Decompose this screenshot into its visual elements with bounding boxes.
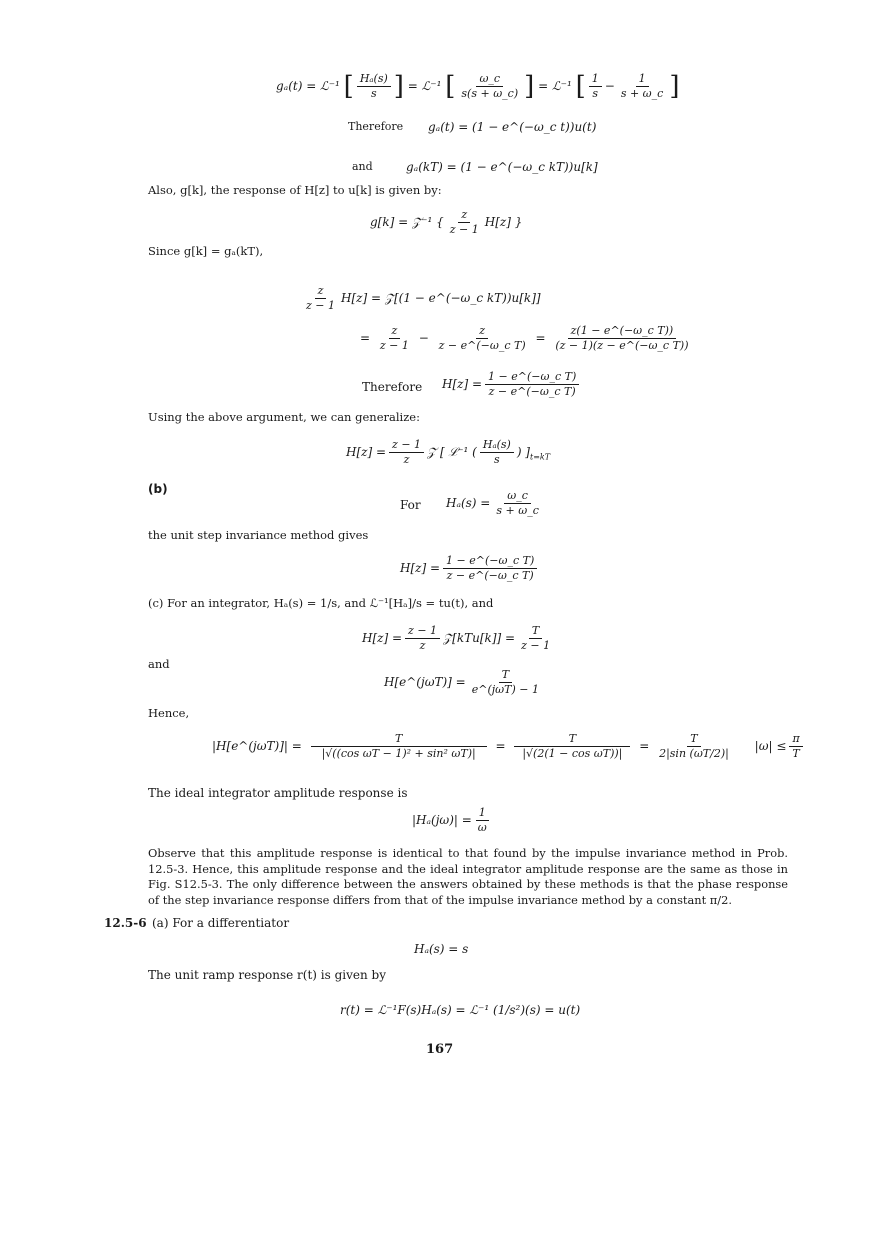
ideal-paragraph: The ideal integrator amplitude response is bbox=[148, 786, 408, 800]
equation-ha-lowpass: Hₐ(s) = $\frac{\omega\_c}{s + \omega\_c}$ bbox=[446, 489, 539, 517]
equation-z-transform: $\frac{z}{z - 1}$ H[z] = 𝒵[(1 − e^(−ω_c kT))u[k]] bbox=[306, 284, 541, 312]
equation-ga-kt: gₐ(kT) = (1 − e^(−ω_c kT))u[k] bbox=[406, 160, 598, 174]
part-c-paragraph: (c) For an integrator, Hₐ(s) = 1/s, and ℒ⁻¹[Hₐ]/s = tu(t), and bbox=[148, 596, 494, 610]
hence-label: Hence, bbox=[148, 706, 190, 720]
equation-ga-t: gₐ(t) = (1 − e^(−ω_c t))u(t) bbox=[428, 120, 597, 134]
using-paragraph: Using the above argument, we can generalize: bbox=[148, 410, 420, 424]
observe-paragraph: Observe that this amplitude response is identical to that found by the impulse invariance method in Prob. 12.5-3. Hence, this amplitude response and the ideal integrator amplitude response are the same as those in Fig. S12.5-3. The only difference between the answers obtained by these methods is that the phase response of the step invariance response differs from that of the impulse invariance method by a constant π/2. bbox=[148, 846, 788, 907]
part-a-label: (a) For a differentiator bbox=[152, 916, 290, 930]
and-label-2: and bbox=[148, 657, 170, 671]
unit-step-paragraph: the unit step invariance method gives bbox=[148, 528, 369, 542]
equation-hz-result: H[z] = $\frac{\text{1 − e\textasciicircum{}(−ω\_c T)}}{\text{z − e\textasciicircum{}(−ω\_c T)}}$ bbox=[442, 370, 582, 399]
ramp-paragraph: The unit ramp response r(t) is given by bbox=[148, 968, 387, 982]
therefore-label-2: Therefore bbox=[362, 380, 423, 394]
since-paragraph: Since g[k] = gₐ(kT), bbox=[148, 244, 264, 258]
and-label-1: and bbox=[352, 160, 373, 173]
equation-ideal-integrator: |Hₐ(jω)| = $\frac{1}{\omega}$ bbox=[412, 806, 487, 834]
equation-general: H[z] = $\frac{z - 1}{z}$ 𝒵 [ ℒ⁻¹ ( $\frac{\text{Hₐ(s)}}{s}$ ) ]$_{t=kT}$ bbox=[346, 438, 551, 466]
for-label: For bbox=[400, 498, 421, 512]
equation-hz-step: H[z] = $\frac{\text{1 − e\textasciicircum{}(−ω\_c T)}}{\text{z − e\textasciicircum{}(−ω\_c T)}}$ bbox=[400, 554, 540, 583]
equation-partial-fraction: = $\frac{z}{z - 1}$ − $\frac{z}{\text{z − e\textasciicircum{}(−ω\_c T)}}$ = $\frac{\text{z(1 − e\textasciicircum{}(−ω\_c T))}}{\text{(z − 1)(z − e\textasciicircum{}(−ω\_c T))}}$ bbox=[360, 324, 689, 352]
equation-gk: g[k] = 𝒵⁻¹ { $\frac{z}{z - 1}$ H[z] } bbox=[370, 208, 523, 236]
equation-h-freq: H[e^(jωT)] = $\frac{T}{\text{e\textasciicircum{}(jωT) − 1}}$ bbox=[384, 668, 539, 696]
part-b-label: (b) bbox=[148, 482, 168, 496]
equation-hz-integrator: H[z] = $\frac{z - 1}{z}$ 𝒵[kTu[k]] = $\frac{T}{z - 1}$ bbox=[362, 624, 551, 652]
equation-ramp-response: r(t) = ℒ⁻¹F(s)Hₐ(s) = ℒ⁻¹ (1/s²)(s) = u(t) bbox=[340, 1003, 581, 1017]
problem-number: 12.5-6 bbox=[104, 916, 147, 930]
equation-differentiator: Hₐ(s) = s bbox=[414, 942, 469, 956]
also-paragraph: Also, g[k], the response of H[z] to u[k] is given by: bbox=[148, 183, 442, 197]
page-number: 167 bbox=[426, 1042, 454, 1057]
therefore-label-1: Therefore bbox=[348, 120, 404, 133]
equation-magnitude: |H[e^(jωT)]| = $\frac{T}{\text{|√((cos ωT − 1)² + sin² ωT)|}}$ = $\frac{T}{\text{|√(2(1 − cos ωT))|}}$ = $\frac{T}{2|\sin (\omega T/2)|}$ |ω| ≤ $\frac{\pi}{T}$ bbox=[212, 732, 806, 761]
equation-ga-laplace: gₐ(t) = ℒ⁻¹ [ $\frac{\text{Hₐ(s)}}{s}$ ] = ℒ⁻¹ [ $\frac{\omega\_c}{s(s + \omega\_c)}$ ] = ℒ⁻¹ [ $\frac{1}{s}$ − $\frac{1}{s + \omega\_c}$ ] bbox=[276, 71, 680, 102]
